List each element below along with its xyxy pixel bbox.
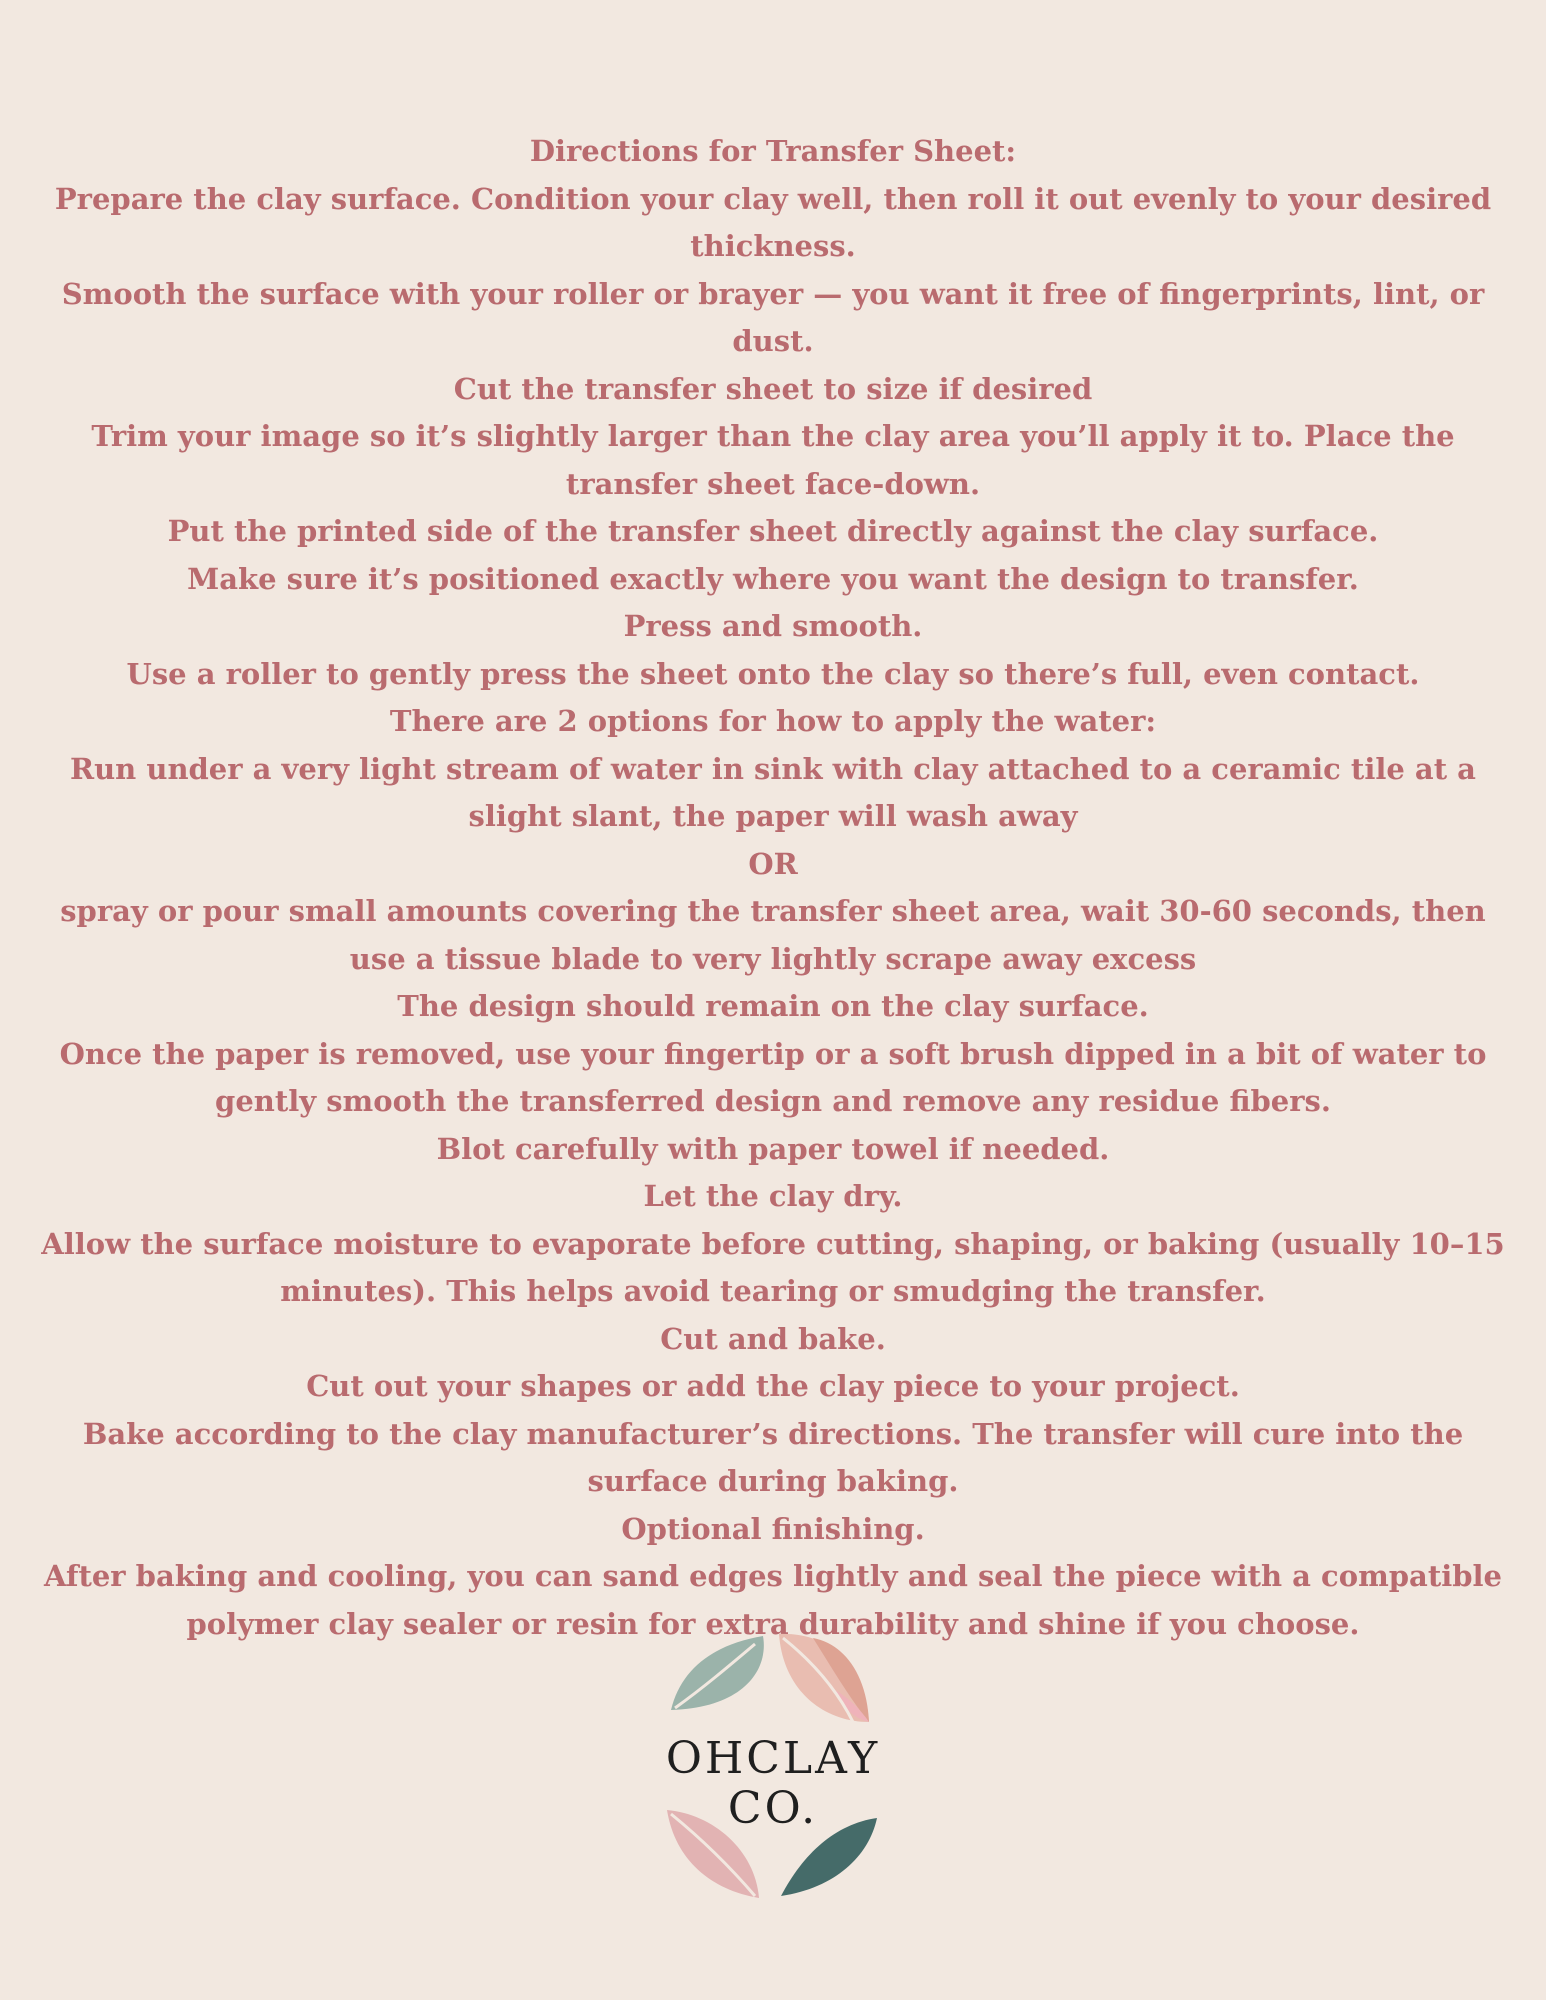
directions-line: Trim your image so it’s slightly larger than the clay area you’ll apply it to. Place the transfer sheet face-down. — [91, 419, 1455, 501]
directions-line: Run under a very light stream of water in sink with clay attached to a ceramic tile at a slight slant, the paper will wash away — [70, 751, 1476, 833]
directions-line: Put the printed side of the transfer sheet directly against the clay surface. — [167, 514, 1379, 548]
directions-line: Optional finishing. — [621, 1511, 925, 1546]
directions-line: The design should remain on the clay surface. — [397, 989, 1149, 1023]
sage-leaf-icon — [663, 1630, 773, 1720]
directions-line: Prepare the clay surface. Condition your clay well, then roll it out evenly to your desired thickness. — [54, 181, 1492, 263]
directions-line: OR — [748, 846, 798, 881]
directions-text — [40, 128, 1506, 1648]
logo-wordmark-line1: OHCLAY — [665, 1733, 881, 1784]
directions-line: Smooth the surface with your roller or brayer — you want it free of fingerprints, lint, or dust. — [61, 276, 1485, 358]
directions-line: Cut and bake. — [660, 1321, 886, 1356]
directions-line: Cut out your shapes or add the clay piece to your project. — [306, 1369, 1240, 1403]
directions-line: Blot carefully with paper towel if needed. — [436, 1131, 1110, 1166]
directions-line: Make sure it’s positioned exactly where you want the design to transfer. — [187, 561, 1359, 596]
directions-line: After baking and cooling, you can sand edges lightly and seal the piece with a compatible polymer clay sealer or resin for extra durability and shine if you choose. — [44, 1559, 1502, 1641]
rose-leaf-icon — [663, 1804, 763, 1904]
brand-logo — [663, 1630, 883, 1900]
directions-line: There are 2 options for how to apply the water: — [389, 704, 1157, 738]
directions-line: Cut the transfer sheet to size if desired — [453, 371, 1093, 406]
directions-line: Press and smooth. — [623, 609, 923, 643]
peach-leaf-icon — [773, 1630, 883, 1730]
directions-line: Once the paper is removed, use your fingertip or a soft brush dipped in a bit of water to gently smooth the transferred design and remove any residue fibers. — [59, 1036, 1487, 1118]
logo-wordmark-line2: CO. — [727, 1783, 819, 1834]
directions-line: Use a roller to gently press the sheet onto the clay so there’s full, even contact. — [126, 656, 1420, 691]
teal-leaf-icon — [773, 1804, 883, 1904]
directions-line: Bake according to the clay manufacturer’s directions. The transfer will cure into the surface during baking. — [82, 1416, 1464, 1498]
directions-line: Let the clay dry. — [643, 1179, 903, 1213]
directions-line: spray or pour small amounts covering the transfer sheet area, wait 30-60 seconds, then use a tissue blade to very lightly scrape away excess — [60, 894, 1486, 976]
directions-line: Allow the surface moisture to evaporate before cutting, shaping, or baking (usually 10–15 minutes). This helps avoid tearing or smudging the transfer. — [41, 1226, 1505, 1308]
directions-heading: Directions for Transfer Sheet: — [529, 134, 1017, 168]
